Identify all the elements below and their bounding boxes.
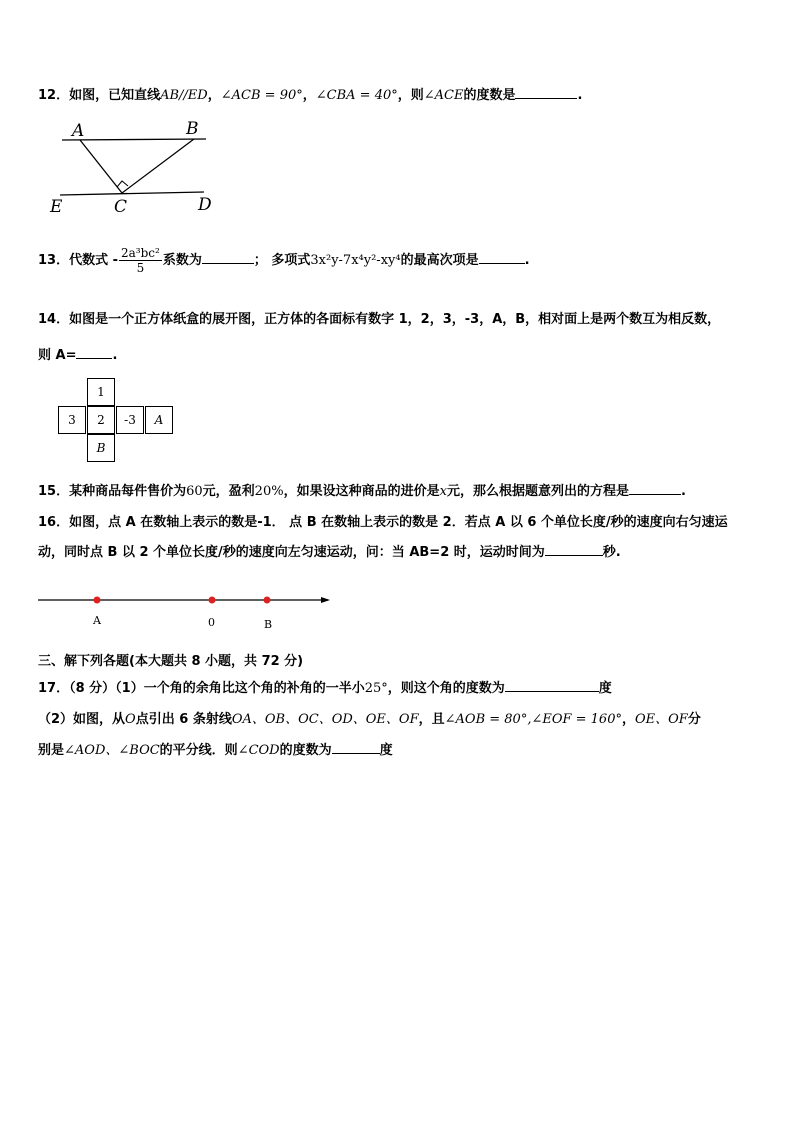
net-cell-b: B [87, 434, 115, 462]
question-number: 17． [38, 681, 70, 696]
q17-text: 度 [598, 681, 612, 696]
cube-net-figure [58, 378, 174, 464]
label-e: E [50, 197, 63, 217]
answer-blank[interactable] [332, 741, 380, 754]
q12-text: 的度数是 [463, 88, 516, 103]
q17-text: 分 [687, 712, 701, 727]
segment-ac [80, 140, 122, 193]
point-a [94, 597, 101, 604]
net-cell-center: 2 [87, 406, 115, 434]
number-line-figure [36, 590, 336, 632]
q16-text: 如图，点 A 在数轴上表示的数是-1． 点 B 在数轴上表示的数是 2．若点 A 以 6 个单位长度/秒的速度向右匀速运 [69, 515, 728, 530]
answer-blank[interactable] [545, 543, 603, 556]
q17-text: ，则这个角的度数为 [387, 681, 505, 696]
math-angle-cod: ∠COD [237, 743, 280, 758]
fraction [119, 246, 162, 275]
math-angles-aod-boc: ∠AOD、∠BOC [64, 743, 160, 758]
q12-text: ， [207, 88, 221, 103]
segment-bc [122, 139, 194, 193]
q16-text: 秒. [602, 545, 621, 560]
question-number: 15． [38, 484, 70, 499]
arrow-icon [321, 597, 330, 603]
q17-text: 度 [379, 743, 393, 758]
q17-text: 别是 [38, 743, 65, 758]
q17-text: 的平分线．则 [159, 743, 238, 758]
label-b: B [186, 119, 199, 139]
q14-text: 如图是一个正方体纸盒的展开图，正方体的各面标有数字 1，2，3，-3，A，B，相对面上是两个数互为相反数， [69, 312, 721, 327]
q15-text: . [680, 484, 686, 499]
question-number: 14． [38, 312, 70, 327]
net-cell-a: A [145, 406, 173, 434]
q15-text: 元，那么根据题意列出的方程是 [446, 484, 629, 499]
q17-text: 点引出 6 条射线 [135, 712, 232, 727]
answer-blank[interactable] [76, 346, 112, 359]
q15-text: ，如果设这种商品的进价是 [283, 484, 440, 499]
label-o: 0 [208, 616, 215, 629]
math-point-o: O [125, 712, 136, 727]
answer-blank[interactable] [202, 251, 254, 264]
q15-text: 元，盈利 [202, 484, 255, 499]
q17-text: 的度数为 [279, 743, 332, 758]
question-14 [38, 308, 720, 327]
q16-text: 动，同时点 B 以 2 个单位长度/秒的速度向左匀速运动，问：当 AB=2 时，运动时间为 [38, 545, 545, 560]
question-number: 16． [38, 515, 70, 530]
section-heading: 三、解下列各题(本大题共 8 小题，共 72 分) [38, 654, 304, 669]
q13-text: 的最高次项是 [400, 253, 479, 268]
point-b [264, 597, 271, 604]
net-cell-top: 1 [87, 378, 115, 406]
label-a: A [93, 614, 101, 627]
question-17 [38, 677, 612, 696]
math-angles: ∠AOB = 80°,∠EOF = 160° [444, 712, 622, 727]
answer-blank[interactable] [479, 251, 525, 264]
net-cell-right1: -3 [116, 406, 144, 434]
math-angle-cba: ∠CBA = 40° [315, 88, 398, 103]
question-17-part2 [38, 708, 701, 727]
answer-blank[interactable] [505, 679, 599, 692]
math-variable-x: x [439, 484, 447, 499]
math-price: 60 [186, 484, 203, 499]
parallel-lines-figure [44, 118, 224, 218]
question-15 [38, 480, 686, 499]
fraction-denominator: 5 [136, 261, 145, 275]
math-profit-rate: 20% [254, 484, 284, 499]
q17-text: ， [621, 712, 635, 727]
math-angle-acb: ∠ACB = 90° [220, 88, 303, 103]
q17-text: （8 分）（1）一个角的余角比这个角的补角的一半小 [69, 681, 365, 696]
polynomial: 3x²y-7x⁴y²-xy⁴ [310, 253, 401, 268]
question-number: 12． [38, 88, 70, 103]
math-angle-ace: ∠ACE [423, 88, 464, 103]
label-a: A [72, 121, 85, 141]
q14-text: 则 A= [38, 348, 77, 363]
q17-text: ，且 [418, 712, 445, 727]
answer-blank[interactable] [629, 482, 681, 495]
q13-text: ； 多项式 [253, 253, 311, 268]
question-16 [38, 511, 728, 530]
q12-text: ，则 [397, 88, 424, 103]
q12-text: 如图，已知直线 [69, 88, 161, 103]
q14-text: . [112, 348, 118, 363]
label-c: C [114, 197, 128, 217]
question-14-line2 [38, 344, 117, 363]
math-bisectors: OE、OF [635, 712, 688, 727]
math-ab-parallel-ed: AB//ED [160, 88, 208, 103]
q12-text: ， [302, 88, 316, 103]
right-angle-mark [117, 181, 128, 187]
math-angle-25: 25° [364, 681, 388, 696]
question-12 [38, 84, 582, 103]
fraction-numerator: 2a³bc² [121, 246, 160, 260]
label-b: B [264, 618, 273, 631]
label-d: D [198, 195, 212, 215]
question-17-part3 [38, 739, 393, 758]
question-16-line2 [38, 541, 621, 560]
question-number: 13． [38, 253, 70, 268]
answer-blank[interactable] [515, 86, 577, 99]
point-o [209, 597, 216, 604]
q17-text: （2）如图，从 [38, 712, 126, 727]
q13-text: . [524, 253, 530, 268]
q13-text: 系数为 [162, 253, 202, 268]
line-ed [60, 192, 204, 195]
q13-text: 代数式 - [69, 253, 119, 268]
question-13 [38, 246, 530, 275]
math-rays: OA、OB、OC、OD、OE、OF [231, 712, 419, 727]
net-cell-left: 3 [58, 406, 86, 434]
q12-text: . [577, 88, 583, 103]
q15-text: 某种商品每件售价为 [69, 484, 187, 499]
